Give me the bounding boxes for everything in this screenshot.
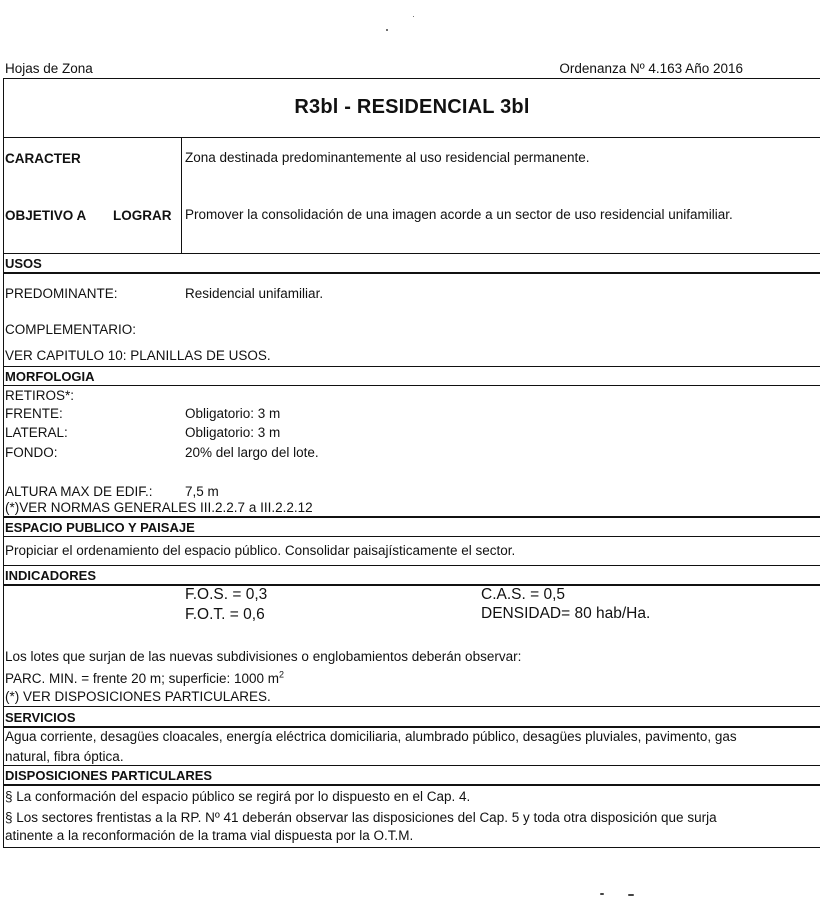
divider — [4, 584, 820, 586]
divider — [4, 516, 820, 518]
divider — [4, 366, 820, 367]
scan-speck — [628, 894, 634, 896]
lateral-label: LATERAL: — [5, 425, 68, 440]
disposicion-item-2-line-2: atinente a la reconformación de la trama vial dispuesta por la O.T.M. — [5, 828, 414, 843]
usos-ver: VER CAPITULO 10: PLANILLAS DE USOS. — [5, 348, 271, 363]
header-left: Hojas de Zona — [5, 61, 93, 76]
fondo-label: FONDO: — [5, 445, 58, 460]
altura-label: ALTURA MAX DE EDIF.: — [5, 484, 153, 499]
espacio-text: Propiciar el ordenamiento del espacio público. Consolidar paisajísticamente el sector. — [5, 543, 516, 558]
parcela-text: PARC. MIN. = frente 20 m; superficie: 1000 m — [5, 671, 279, 686]
objetivo-label-a: OBJETIVO A — [5, 208, 87, 223]
predominante-label: PREDOMINANTE: — [5, 286, 118, 301]
divider — [4, 765, 820, 766]
disposicion-item-1: § La conformación del espacio público se regirá por lo dispuesto en el Cap. 4. — [5, 789, 471, 804]
complementario-label: COMPLEMENTARIO: — [5, 322, 137, 337]
frente-label: FRENTE: — [5, 406, 63, 421]
scan-speck — [600, 893, 604, 895]
scan-speck — [386, 29, 388, 31]
morfologia-heading: MORFOLOGIA — [5, 369, 95, 384]
caracter-label: CARACTER — [5, 151, 81, 166]
divider — [4, 726, 820, 728]
caracter-text: Zona destinada predominantemente al uso residencial permanente. — [185, 150, 590, 165]
cas-value: C.A.S. = 0,5 — [481, 586, 566, 603]
column-divider — [181, 137, 182, 254]
servicios-heading: SERVICIOS — [5, 710, 76, 725]
divider — [4, 536, 820, 537]
header-right: Ordenanza Nº 4.163 Año 2016 — [559, 61, 743, 76]
indicadores-ver: (*) VER DISPOSICIONES PARTICULARES. — [5, 689, 271, 704]
divider — [4, 253, 820, 254]
parcela-superscript: 2 — [278, 669, 284, 680]
scan-speck — [413, 16, 414, 17]
objetivo-label-b: LOGRAR — [113, 208, 172, 223]
fondo-value: 20% del largo del lote. — [185, 445, 319, 460]
divider — [4, 565, 820, 566]
lateral-value: Obligatorio: 3 m — [185, 425, 281, 440]
disposiciones-heading: DISPOSICIONES PARTICULARES — [5, 768, 213, 783]
divider — [4, 706, 820, 707]
lotes-text: Los lotes que surjan de las nuevas subdivisiones o englobamientos deberán observar: — [5, 649, 522, 664]
altura-value: 7,5 m — [185, 484, 219, 499]
parcela-minima — [5, 671, 284, 686]
zone-title: R3bl - RESIDENCIAL 3bl — [294, 96, 530, 118]
espacio-heading: ESPACIO PUBLICO Y PAISAJE — [5, 520, 195, 535]
densidad-value: DENSIDAD= 80 hab/Ha. — [481, 605, 651, 622]
divider — [4, 272, 820, 274]
servicios-line-1: Agua corriente, desagües cloacales, energía eléctrica domiciliaria, alumbrado público, desagües pluviales, pavimento, gas — [5, 729, 737, 744]
disposicion-item-2-line-1: § Los sectores frentistas a la RP. Nº 41 deberán observar las disposiciones del Cap. 5 y toda otra disposición que surja — [5, 810, 717, 825]
indicadores-heading: INDICADORES — [5, 568, 97, 583]
predominante-value: Residencial unifamiliar. — [185, 286, 324, 301]
retiros-label: RETIROS*: — [5, 388, 75, 403]
zone-sheet — [3, 78, 820, 848]
fos-value: F.O.S. = 0,3 — [185, 586, 268, 603]
divider — [4, 784, 820, 786]
usos-heading: USOS — [5, 256, 42, 271]
morfologia-nota: (*)VER NORMAS GENERALES III.2.2.7 a III.2.2.12 — [5, 500, 313, 515]
frente-value: Obligatorio: 3 m — [185, 406, 281, 421]
divider — [4, 385, 820, 386]
divider — [4, 137, 820, 138]
servicios-line-2: natural, fibra óptica. — [5, 749, 124, 764]
objetivo-text: Promover la consolidación de una imagen acorde a un sector de uso residencial unifamiliar. — [185, 207, 733, 222]
fot-value: F.O.T. = 0,6 — [185, 606, 265, 623]
